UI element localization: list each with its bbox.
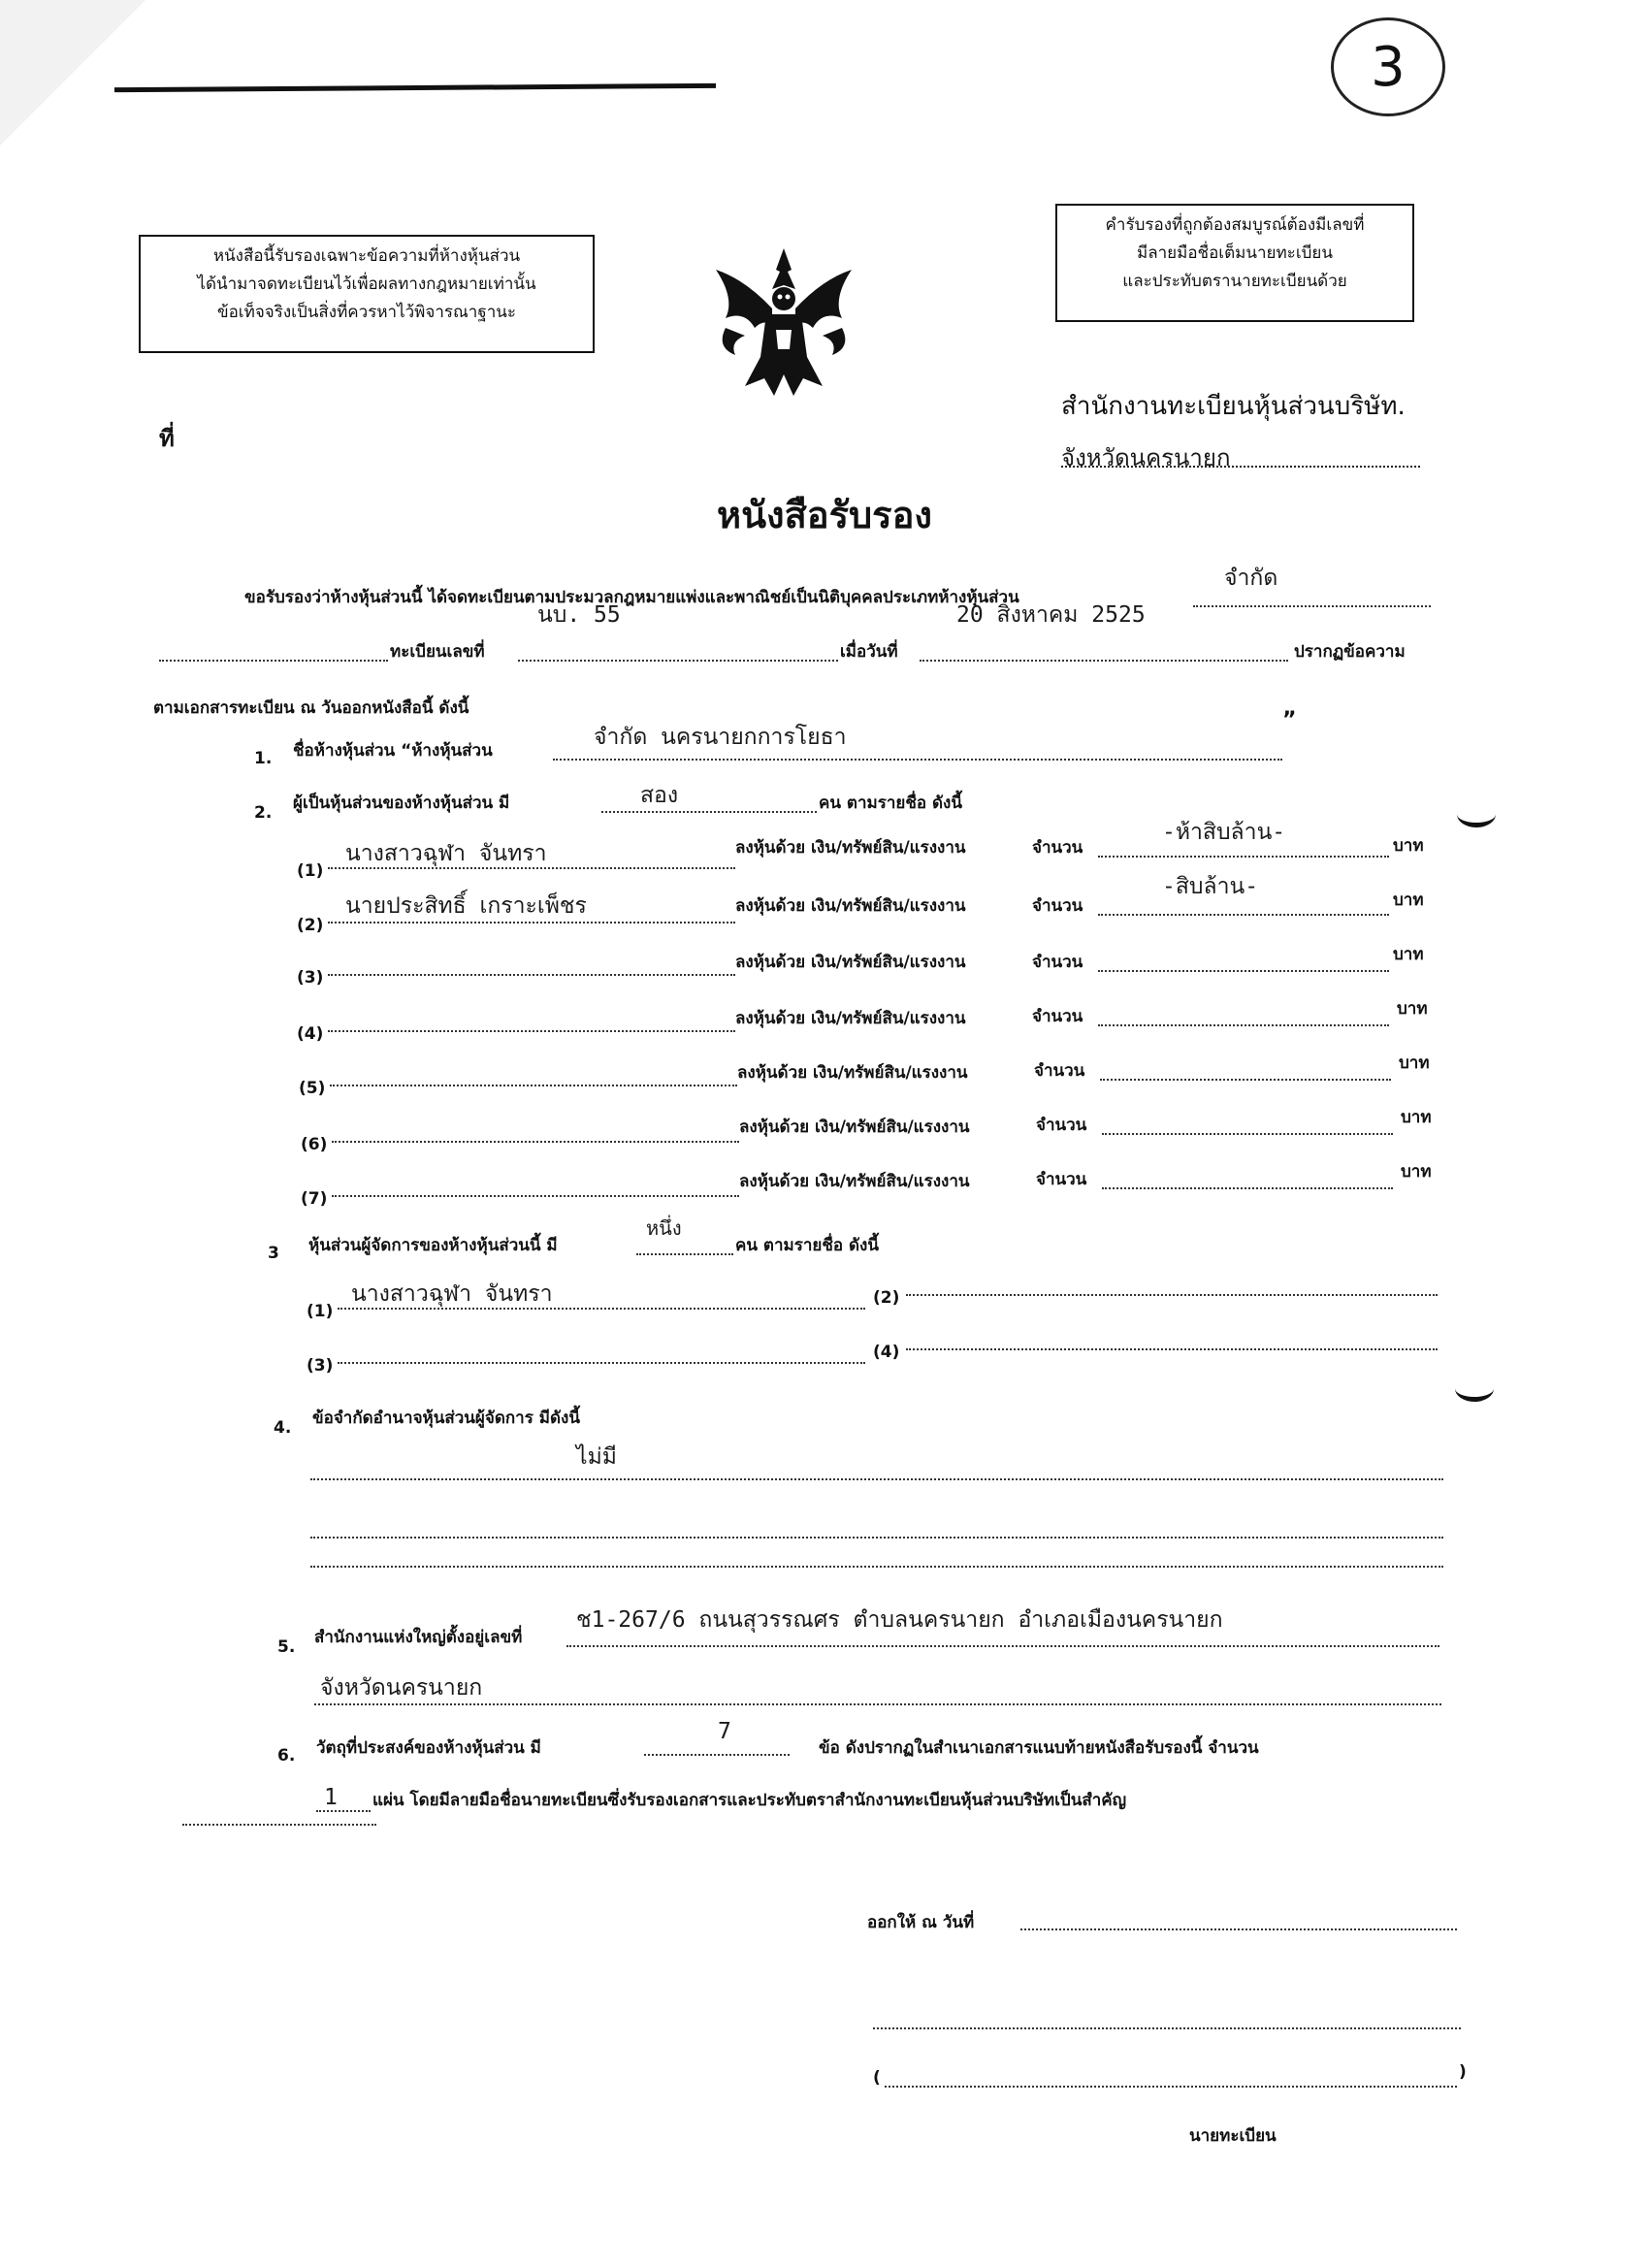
company-name-value: จำกัด นครนายกการโยธา (594, 725, 847, 750)
company-name-field (553, 759, 1282, 761)
item-2-number: 2. (254, 803, 273, 823)
scan-corner (0, 0, 146, 146)
left-notice-line: ได้นำมาจดทะเบียนไว้เพื่อผลทางกฎหมายเท่านั้น (197, 275, 536, 294)
manager-number: (4) (873, 1343, 900, 1362)
amount-label: จำนวน (1032, 953, 1083, 972)
amount-label: จำนวน (1034, 1061, 1085, 1081)
amount-label: จำนวน (1036, 1170, 1087, 1189)
sheets-value: 1 (324, 1785, 338, 1810)
manager-number: (2) (873, 1288, 900, 1308)
partner-count-field (601, 811, 817, 813)
partner-name-field (332, 1141, 739, 1143)
right-notice-line: คำรับรองที่ถูกต้องสมบูรณ์ต้องมีเลขที่ (1105, 215, 1365, 235)
amount-field (1102, 1187, 1393, 1189)
limit-line (310, 1566, 1443, 1568)
intro-line-1: ขอรับรองว่าห้างหุ้นส่วนนี้ ได้จดทะเบียนตามประมวลกฎหมายแพ่งและพาณิชย์เป็นนิติบุคคลประเภทห้างหุ้นส่วน (244, 588, 1019, 607)
binding-hole (1455, 1376, 1494, 1402)
amount-field (1098, 1024, 1389, 1026)
reg-no-label: ทะเบียนเลขที่ (390, 642, 485, 662)
partnership-type-field (1193, 605, 1431, 607)
reg-no-field (518, 660, 838, 662)
partner-number: (7) (301, 1189, 328, 1209)
amount-field (1098, 914, 1389, 916)
left-notice-line: ข้อเท็จจริงเป็นสิ่งที่ควรหาไว้พิจารณาฐานะ (216, 303, 517, 322)
item-1-number: 1. (254, 749, 273, 768)
item-4-label: ข้อจำกัดอำนาจหุ้นส่วนผู้จัดการ มีดังนี้ (312, 1409, 580, 1428)
office-address-field (566, 1645, 1439, 1647)
baht-label: บาท (1401, 1162, 1432, 1182)
manager-limit-value: ไม่มี (576, 1444, 617, 1470)
paren-close: ) (1459, 2062, 1467, 2082)
objectives-count-value: 7 (718, 1719, 731, 1744)
manager-number: (3) (307, 1356, 334, 1376)
item-3-label: หุ้นส่วนผู้จัดการของห้างหุ้นส่วนนี้ มี (308, 1236, 558, 1255)
contribution-label: ลงหุ้นด้วย เงิน/ทรัพย์สิน/แรงงาน (735, 1009, 966, 1028)
item-5-number: 5. (277, 1637, 296, 1657)
item-6-suffix: ข้อ ดังปรากฏในสำเนาเอกสารแนบท้ายหนังสือรับรองนี้ จำนวน (819, 1738, 1259, 1758)
reg-date-value: 20 สิงหาคม 2525 (956, 602, 1146, 628)
binding-hole (1457, 801, 1496, 827)
office-address-line-2: จังหวัดนครนายก (320, 1675, 483, 1701)
right-notice-box (1055, 204, 1414, 322)
partner-number: (3) (297, 968, 324, 988)
issued-date-label: ออกให้ ณ วันที่ (867, 1913, 975, 1932)
limit-line (310, 1537, 1443, 1539)
amount-field (1098, 856, 1389, 858)
signature-line (873, 2027, 1461, 2029)
paren-open: ( (873, 2068, 881, 2088)
blank-dots (159, 660, 388, 662)
contribution-label: ลงหุ้นด้วย เงิน/ทรัพย์สิน/แรงงาน (739, 1172, 970, 1191)
date-label: เมื่อวันที่ (840, 642, 898, 662)
objectives-count-field (644, 1754, 790, 1756)
page-number: 3 (1331, 17, 1445, 116)
baht-label: บาท (1399, 1053, 1430, 1073)
baht-label: บาท (1393, 836, 1424, 856)
top-rule (114, 83, 716, 92)
amount-field (1102, 1133, 1393, 1135)
amount-label: จำนวน (1032, 1007, 1083, 1026)
manager-name: นางสาวฉุฬา จันทรา (351, 1281, 553, 1307)
contribution-label: ลงหุ้นด้วย เงิน/ทรัพย์สิน/แรงงาน (739, 1118, 970, 1137)
issued-date-field (1020, 1928, 1457, 1930)
manager-number: (1) (307, 1302, 334, 1321)
office-name: สำนักงานทะเบียนหุ้นส่วนบริษัท. (1061, 392, 1406, 421)
office-address-field (314, 1703, 1441, 1705)
office-address-line-1: ช1-267/6 ถนนสุวรรณศร ตำบลนครนายก อำเภอเมืองนครนายก (576, 1607, 1223, 1633)
manager-name-field (906, 1348, 1438, 1350)
item-4-number: 4. (274, 1418, 292, 1438)
item-6-label: วัตถุที่ประสงค์ของห้างหุ้นส่วน มี (316, 1738, 541, 1758)
partner-name-field (330, 1085, 737, 1086)
partner-number: (5) (299, 1079, 326, 1098)
amount-field (1100, 1079, 1391, 1081)
item-3-suffix: คน ตามรายชื่อ ดังนี้ (735, 1236, 879, 1255)
amount-label: จำนวน (1032, 896, 1083, 916)
item-2-label: ผู้เป็นหุ้นส่วนของห้างหุ้นส่วน มี (293, 794, 510, 813)
item-6-number: 6. (277, 1746, 296, 1766)
baht-label: บาท (1397, 999, 1428, 1019)
manager-count-field (636, 1253, 733, 1255)
registrar-name-field (885, 2086, 1457, 2088)
item-5-label: สำนักงานแห่งใหญ่ตั้งอยู่เลขที่ (314, 1628, 523, 1647)
partner-number: (4) (297, 1024, 324, 1044)
appears-label: ปรากฏข้อความ (1294, 642, 1406, 662)
sheets-field (316, 1810, 371, 1812)
left-notice-box (139, 235, 595, 353)
item-1-label: ชื่อห้างหุ้นส่วน “ห้างหุ้นส่วน (293, 741, 493, 761)
contribution-label: ลงหุ้นด้วย เงิน/ทรัพย์สิน/แรงงาน (735, 896, 966, 916)
amount-label: จำนวน (1036, 1116, 1087, 1135)
amount-label: จำนวน (1032, 838, 1083, 858)
intro-line-3: ตามเอกสารทะเบียน ณ วันออกหนังสือนี้ ดังนี้ (153, 698, 469, 718)
manager-count-value: หนึ่ง (646, 1216, 682, 1240)
partner-number: (2) (297, 916, 324, 935)
item-6-line-2: แผ่น โดยมีลายมือชื่อนายทะเบียนซึ่งรับรองเอกสารและประทับตราสำนักงานทะเบียนหุ้นส่วนบริษัทเป็นสำคัญ (372, 1791, 1127, 1810)
reg-no-value: นบ. 55 (537, 602, 621, 628)
baht-label: บาท (1393, 945, 1424, 964)
amount-field (1098, 970, 1389, 972)
partner-name-field (328, 1030, 735, 1032)
partner-name-field (328, 974, 735, 976)
reference-label: ที่ (159, 425, 175, 452)
contribution-label: ลงหุ้นด้วย เงิน/ทรัพย์สิน/แรงงาน (735, 838, 966, 858)
right-notice-line: มีลายมือชื่อเต็มนายทะเบียน (1137, 243, 1333, 263)
contribution-label: ลงหุ้นด้วย เงิน/ทรัพย์สิน/แรงงาน (735, 953, 966, 972)
garuda-emblem-icon (706, 241, 861, 405)
manager-name-field (338, 1362, 865, 1364)
baht-label: บาท (1401, 1108, 1432, 1127)
partner-amount: -ห้าสิบล้าน- (1162, 820, 1286, 845)
reg-date-field (920, 660, 1288, 662)
contribution-label: ลงหุ้นด้วย เงิน/ทรัพย์สิน/แรงงาน (737, 1063, 968, 1083)
registrar-label: นายทะเบียน (1189, 2126, 1277, 2146)
partner-amount: -สิบล้าน- (1162, 874, 1259, 899)
manager-name-field (906, 1294, 1438, 1296)
left-notice-line: หนังสือนี้รับรองเฉพาะข้อความที่ห้างหุ้นส่วน (212, 246, 521, 266)
item-3-number: 3 (268, 1244, 279, 1263)
document-title: หนังสือรับรอง (717, 494, 932, 536)
partner-count-value: สอง (640, 783, 679, 808)
sheets-leading-dots (182, 1824, 376, 1826)
partner-name-field (332, 1195, 739, 1197)
partnership-type-value: จำกัด (1224, 566, 1278, 591)
limit-line (310, 1478, 1443, 1480)
partner-number: (6) (301, 1135, 328, 1154)
province-field (1061, 438, 1420, 471)
partner-name: นายประสิทธิ์ เกราะเพ็ชร (345, 893, 587, 919)
partner-number: (1) (297, 861, 324, 881)
right-notice-line: และประทับตรานายทะเบียนด้วย (1122, 272, 1347, 291)
partner-name: นางสาวฉุฬา จันทรา (345, 841, 547, 866)
baht-label: บาท (1393, 891, 1424, 910)
province-value: จังหวัดนครนายก (1061, 444, 1231, 471)
item-1-close-quote: ” (1282, 708, 1297, 732)
item-2-suffix: คน ตามรายชื่อ ดังนี้ (819, 794, 962, 813)
